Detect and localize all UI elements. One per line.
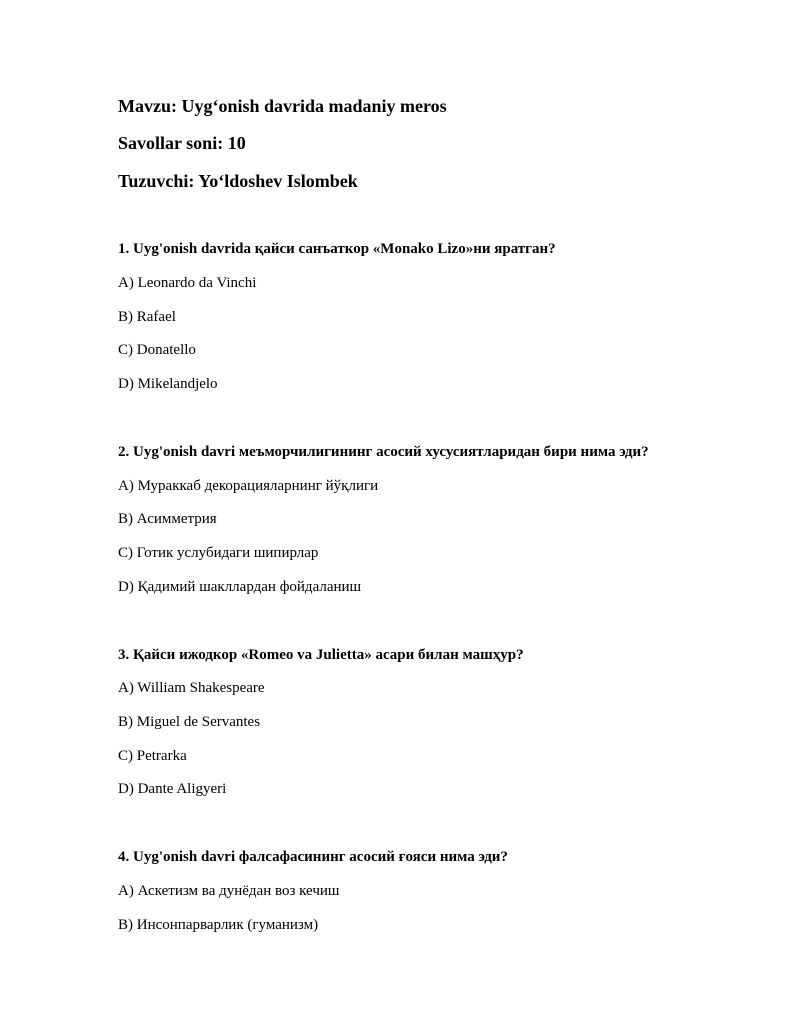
- question-4-option-a: A) Аскетизм ва дунёдан воз кечиш: [118, 883, 340, 899]
- question-2-option-b: B) Асимметрия: [118, 511, 217, 527]
- author-heading: Tuzuvchi: Yoʻldoshev Islombek: [118, 171, 358, 191]
- question-2-option-d: D) Қадимий шакллардан фойдаланиш: [118, 579, 362, 595]
- question-1-option-a: A) Leonardo da Vinchi: [118, 275, 257, 291]
- question-4-option-b: B) Инсонпарварлик (гуманизм): [118, 917, 319, 933]
- question-1-option-d: D) Mikelandjelo: [118, 376, 218, 392]
- topic-heading: Mavzu: Uygʻonish davrida madaniy meros: [118, 96, 447, 116]
- question-3-option-d: D) Dante Aligyeri: [118, 781, 227, 797]
- question-1-option-c: C) Donatello: [118, 342, 196, 358]
- question-3-text: 3. Қайси ижодкор «Romeo va Julietta» асари билан машҳур?: [118, 647, 524, 663]
- question-3-option-c: C) Petrarka: [118, 748, 187, 764]
- question-3-option-b: B) Miguel de Servantes: [118, 714, 261, 730]
- question-1-text: 1. Uyg'onish davrida қайси санъаткор «Monako Lizo»ни яратган?: [118, 241, 556, 257]
- question-2-option-a: A) Мураккаб декорацияларнинг йўқлиги: [118, 478, 379, 494]
- question-count-heading: Savollar soni: 10: [118, 133, 246, 153]
- question-3-option-a: A) William Shakespeare: [118, 680, 265, 696]
- question-4-text: 4. Uyg'onish davri фалсафасининг асосий ғояси нима эди?: [118, 849, 508, 865]
- question-2-text: 2. Uyg'onish davri меъморчилигининг асосий хусусиятларидан бири нима эди?: [118, 444, 649, 460]
- question-2-option-c: C) Готик услубидаги шипирлар: [118, 545, 319, 561]
- question-1-option-b: B) Rafael: [118, 309, 176, 325]
